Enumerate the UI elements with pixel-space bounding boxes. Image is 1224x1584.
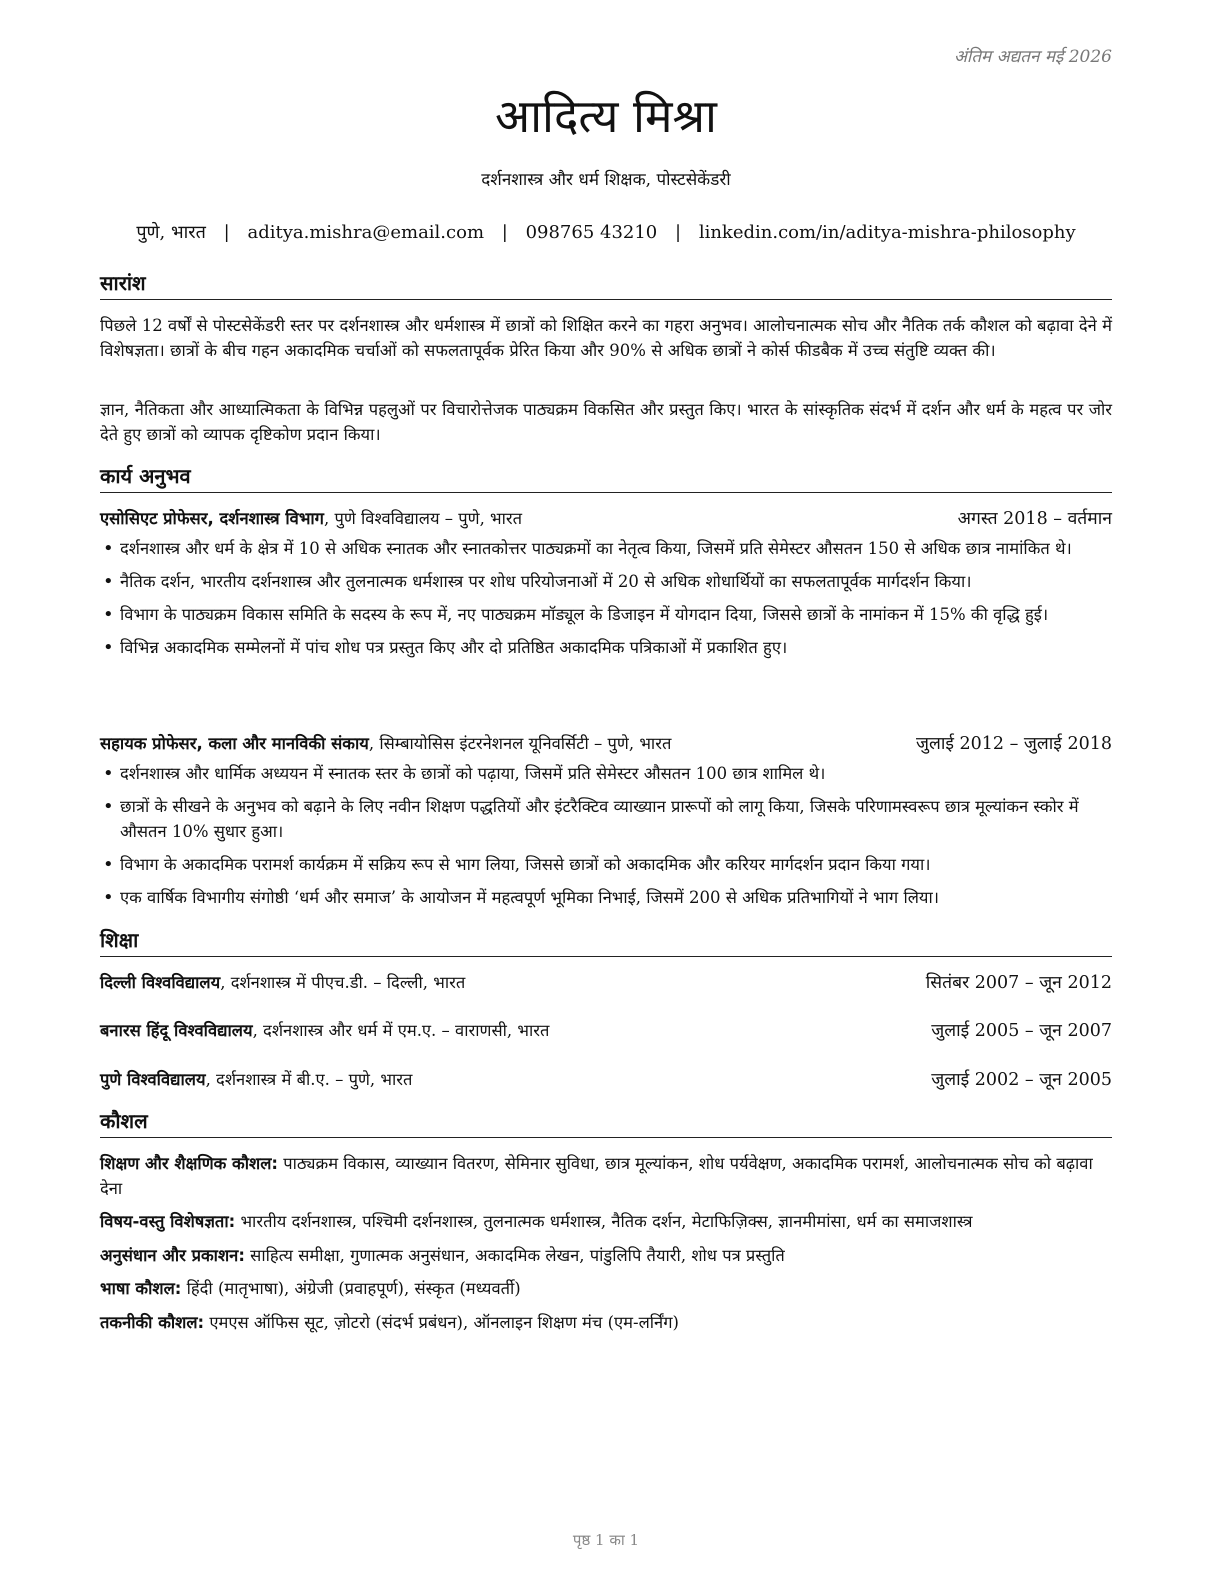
skill-value: पाठ्यक्रम विकास, व्याख्यान वितरण, सेमिनार सुविधा, छात्र मूल्यांकन, शोध पर्यवेक्षण, अकादमिक परामर्श, आलोचनात्मक सोच को बढ़ावा देना <box>100 1154 1093 1198</box>
list-item: • दर्शनशास्त्र और धर्म के क्षेत्र में 10 से अधिक स्नातक और स्नातकोत्तर पाठ्यक्रमों का नेतृत्व किया, जिसमें प्रति सेमेस्टर औसतन 150 से अधिक छात्र नामांकित थे। <box>100 536 1112 561</box>
last-updated: अंतिम अद्यतन मई 2026 <box>953 47 1112 67</box>
education-detail: , दर्शनशास्त्र में पीएच.डी. – दिल्ली, भारत <box>220 973 466 992</box>
contact-separator: | <box>501 222 508 243</box>
candidate-title: दर्शनशास्त्र और धर्म शिक्षक, पोस्टसेकेंडरी <box>481 170 731 190</box>
summary-heading: सारांश <box>100 270 1112 300</box>
experience-heading: कार्य अनुभव <box>100 463 1112 493</box>
education-heading: शिक्षा <box>100 927 1112 957</box>
contact-phone[interactable]: 098765 43210 <box>525 222 658 243</box>
contact-location: पुणे, भारत <box>136 222 206 243</box>
education-detail: , दर्शनशास्त्र और धर्म में एम.ए. – वाराणसी, भारत <box>252 1021 550 1040</box>
contact-email[interactable]: aditya.mishra@email.com <box>247 222 485 243</box>
job-org: , पुणे विश्वविद्यालय – पुणे, भारत <box>323 509 523 528</box>
summary-paragraph: पिछले 12 वर्षों से पोस्टसेकेंडरी स्तर पर दर्शनशास्त्र और धर्मशास्त्र में छात्रों को शिक्षित करने का गहरा अनुभव। आलोचनात्मक सोच और नैतिक तर्क कौशल को बढ़ावा देने में विशेषज्ञता। छात्रों के बीच गहन अकादमिक चर्चाओं को सफलतापूर्वक प्रेरित किया और 90% से अधिक छात्रों ने कोर्स फीडबैक में उच्च संतुष्टि व्यक्त की। <box>100 316 1112 360</box>
job-dates: जुलाई 2012 – जुलाई 2018 <box>915 734 1112 754</box>
education-dates: सितंबर 2007 – जून 2012 <box>925 973 1112 993</box>
job-header <box>100 507 1112 531</box>
list-item: • एक वार्षिक विभागीय संगोष्ठी ‘धर्म और समाज’ के आयोजन में महत्वपूर्ण भूमिका निभाई, जिसमें 200 से अधिक प्रतिभागियों ने भाग लिया। <box>100 885 1112 910</box>
skill-value: साहित्य समीक्षा, गुणात्मक अनुसंधान, अकादमिक लेखन, पांडुलिपि तैयारी, शोध पत्र प्रस्तुति <box>244 1246 785 1265</box>
list-item: • विभिन्न अकादमिक सम्मेलनों में पांच शोध पत्र प्रस्तुत किए और दो प्रतिष्ठित अकादमिक पत्रिकाओं में प्रकाशित हुए। <box>100 635 1112 660</box>
page-number: पृष्ठ 1 का 1 <box>572 1531 640 1549</box>
job-dates: अगस्त 2018 – वर्तमान <box>957 509 1112 529</box>
skill-line <box>100 1276 1112 1301</box>
education-item <box>100 1068 1112 1092</box>
contact-line <box>100 220 1112 244</box>
skill-label: शिक्षण और शैक्षणिक कौशल: <box>100 1154 278 1173</box>
education-detail: , दर्शनशास्त्र में बी.ए. – पुणे, भारत <box>205 1070 413 1089</box>
list-item: • नैतिक दर्शन, भारतीय दर्शनशास्त्र और तुलनात्मक धर्मशास्त्र पर शोध परियोजनाओं में 20 से अधिक शोधार्थियों का सफलतापूर्वक मार्गदर्शन किया। <box>100 569 1112 594</box>
skill-label: तकनीकी कौशल: <box>100 1313 205 1332</box>
job-role: सहायक प्रोफेसर, कला और मानविकी संकाय <box>100 734 369 753</box>
education-institution: दिल्ली विश्वविद्यालय <box>100 973 221 992</box>
list-item: • विभाग के पाठ्यक्रम विकास समिति के सदस्य के रूप में, नए पाठ्यक्रम मॉड्यूल के डिजाइन में योगदान दिया, जिससे छात्रों के नामांकन में 15% की वृद्धि हुई। <box>100 602 1112 627</box>
list-item: • दर्शनशास्त्र और धार्मिक अध्ययन में स्नातक स्तर के छात्रों को पढ़ाया, जिसमें प्रति सेमेस्टर औसतन 100 छात्र शामिल थे। <box>100 761 1112 786</box>
job-bullets <box>100 761 1112 918</box>
summary-paragraph: ज्ञान, नैतिकता और आध्यात्मिकता के विभिन्न पहलुओं पर विचारोत्तेजक पाठ्यक्रम विकसित और प्रस्तुत किए। भारत के सांस्कृतिक संदर्भ में दर्शन और धर्म के महत्व पर जोर देते हुए छात्रों को व्यापक दृष्टिकोण प्रदान किया। <box>100 400 1112 444</box>
skill-value: एमएस ऑफिस सूट, ज़ोटरो (संदर्भ प्रबंधन), ऑनलाइन शिक्षण मंच (एम-लर्निंग) <box>204 1313 679 1332</box>
contact-linkedin[interactable]: linkedin.com/in/aditya-mishra-philosophy <box>698 222 1076 243</box>
skills-heading: कौशल <box>100 1108 1112 1138</box>
education-institution: बनारस हिंदू विश्वविद्यालय <box>100 1021 253 1040</box>
skill-value: हिंदी (मातृभाषा), अंग्रेजी (प्रवाहपूर्ण), संस्कृत (मध्यवर्ती) <box>181 1279 521 1298</box>
education-dates: जुलाई 2002 – जून 2005 <box>931 1070 1112 1090</box>
skill-line <box>100 1243 1112 1268</box>
job-org: , सिम्बायोसिस इंटरनेशनल यूनिवर्सिटी – पुणे, भारत <box>368 734 672 753</box>
skill-label: अनुसंधान और प्रकाशन: <box>100 1246 245 1265</box>
job-header <box>100 732 1112 756</box>
education-institution: पुणे विश्वविद्यालय <box>100 1070 206 1089</box>
skill-line <box>100 1209 1112 1234</box>
job-role: एसोसिएट प्रोफेसर, दर्शनशास्त्र विभाग <box>100 509 324 528</box>
education-item <box>100 971 1112 995</box>
education-item <box>100 1019 1112 1043</box>
resume-page <box>100 0 1112 1584</box>
list-item: • विभाग के अकादमिक परामर्श कार्यक्रम में सक्रिय रूप से भाग लिया, जिससे छात्रों को अकादमिक और करियर मार्गदर्शन प्रदान किया गया। <box>100 852 1112 877</box>
job-bullets <box>100 536 1112 668</box>
skill-line <box>100 1151 1112 1201</box>
skill-label: विषय-वस्तु विशेषज्ञता: <box>100 1212 236 1231</box>
candidate-name: आदित्य मिश्रा <box>495 89 717 143</box>
list-item: • छात्रों के सीखने के अनुभव को बढ़ाने के लिए नवीन शिक्षण पद्धतियों और इंटरैक्टिव व्याख्यान प्रारूपों को लागू किया, जिसके परिणामस्वरूप छात्र मूल्यांकन स्कोर में औसतन 10% सुधार हुआ। <box>100 794 1112 844</box>
skill-line <box>100 1310 1112 1335</box>
contact-separator: | <box>223 222 230 243</box>
contact-separator: | <box>675 222 682 243</box>
education-dates: जुलाई 2005 – जून 2007 <box>931 1021 1112 1041</box>
skill-value: भारतीय दर्शनशास्त्र, पश्चिमी दर्शनशास्त्र, तुलनात्मक धर्मशास्त्र, नैतिक दर्शन, मेटाफिज़िक्स, ज्ञानमीमांसा, धर्म का समाजशास्त्र <box>235 1212 973 1231</box>
skill-label: भाषा कौशल: <box>100 1279 182 1298</box>
